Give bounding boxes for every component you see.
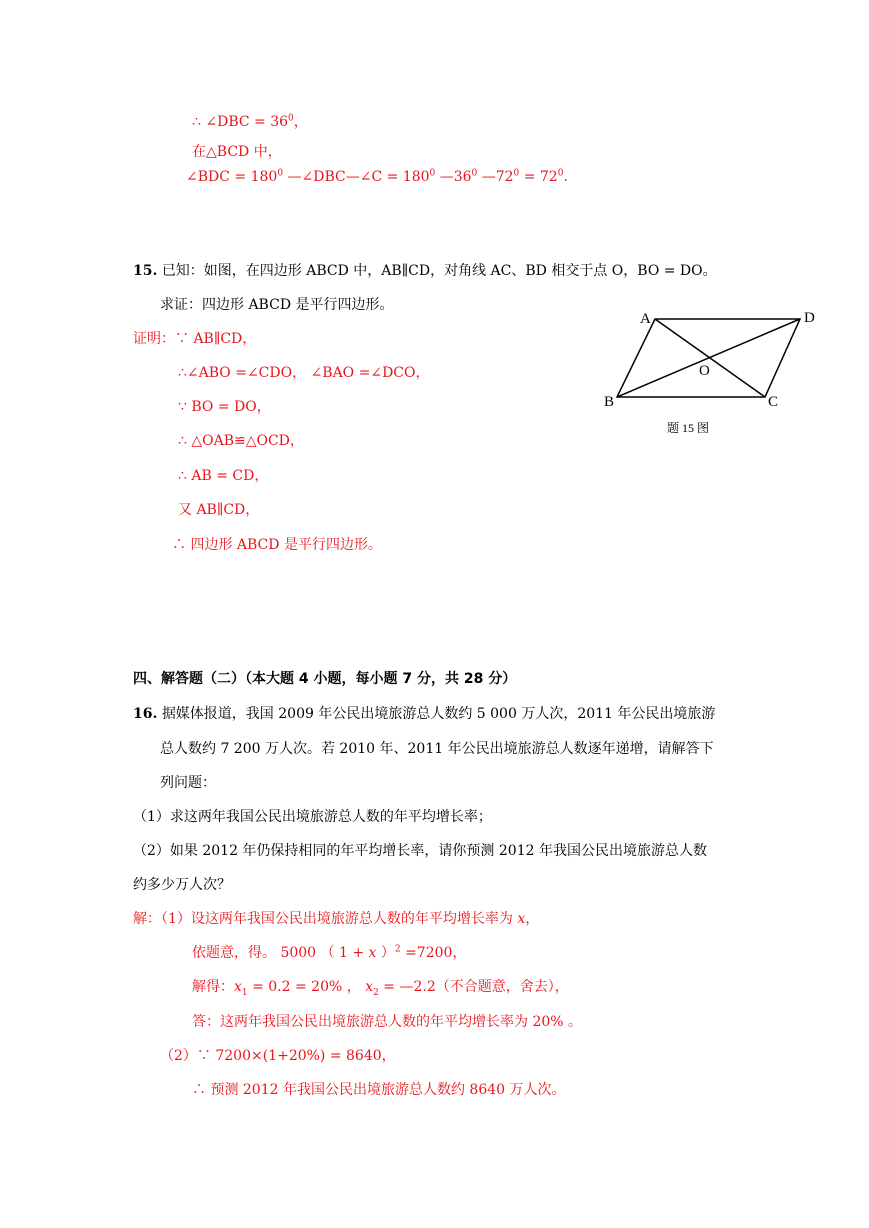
q15-number: 15. [133,263,158,279]
solution-line-6: ∴ 预测 2012 年我国公民出境旅游总人数约 8640 万人次。 [192,1082,566,1098]
solution-line-1: 解：（1）设这两年我国公民出境旅游总人数的年平均增长率为 x， [133,911,540,927]
proof-step: ∴ △OAB≌△OCD， [178,433,304,449]
proof-line-bdc: ∠BDC = $180^0$ —∠DBC—∠C = $180^0$ $—36^0$ $—72^0 = 72^0$. [186,168,568,185]
proof-line-dbc: ∴ ∠DBC = $36^0$， [192,113,308,130]
figure-caption: 题 15 图 [667,421,710,435]
q16-part-1: （1）求这两年我国公民出境旅游总人数的年平均增长率； [133,809,492,825]
proof-step: ∴ 四边形 ABCD 是平行四边形。 [172,537,382,553]
vertex-d-label: D [804,310,815,326]
parallelogram-figure [600,306,830,438]
q16-line-3: 列问题： [160,775,216,791]
solution-line-5: （2）∵ 7200×(1+20%) = 8640， [160,1048,396,1064]
q15-statement: 15. 已知：如图，在四边形 ABCD 中，AB∥CD，对角线 AC、BD 相交于点 O，BO = DO。 [133,263,717,279]
proof-step: ∴ AB = CD， [178,468,269,484]
vertex-a-label: A [640,311,651,327]
diagonal-bd [617,319,800,397]
q16-part-2: （2）如果 2012 年仍保持相同的年平均增长率，请你预测 2012 年我国公民出境旅游总人数 [133,843,707,859]
proof-line-triangle: 在△BCD 中， [192,144,282,160]
proof-step: 证明：∵ AB∥CD， [133,331,257,347]
point-o-label: O [699,363,710,379]
q16-number: 16. [133,706,158,722]
solution-line-4: 答：这两年我国公民出境旅游总人数的年平均增长率为 20% 。 [192,1014,583,1030]
proof-step: ∴∠ABO =∠CDO， ∠BAO =∠DCO， [178,365,430,381]
vertex-c-label: C [768,394,779,410]
q16-line-1: 16. 据媒体报道，我国 2009 年公民出境旅游总人数约 5 000 万人次，2011 年公民出境旅游 [133,706,716,722]
section-heading: 四、解答题（二）（本大题 4 小题，每小题 7 分，共 28 分） [133,671,517,687]
proof-step: ∵ BO = DO， [178,399,271,415]
q16-part-2-cont: 约多少万人次？ [133,877,231,893]
proof-step: 又 AB∥CD， [178,502,260,518]
q16-line-2: 总人数约 7 200 万人次。若 2010 年、2011 年公民出境旅游总人数逐年递增，请解答下 [160,741,714,757]
vertex-b-label: B [604,394,615,410]
solution-line-2: 依题意，得。 5000 （ 1 + x ）$^2$ =7200， [192,944,467,961]
solution-line-3: 解得：$x_1 = 0.2 = 20\%$ ， $x_2$ = —2.2（不合题意，舍去）， [192,979,569,998]
q15-prove: 求证：四边形 ABCD 是平行四边形。 [160,297,394,313]
